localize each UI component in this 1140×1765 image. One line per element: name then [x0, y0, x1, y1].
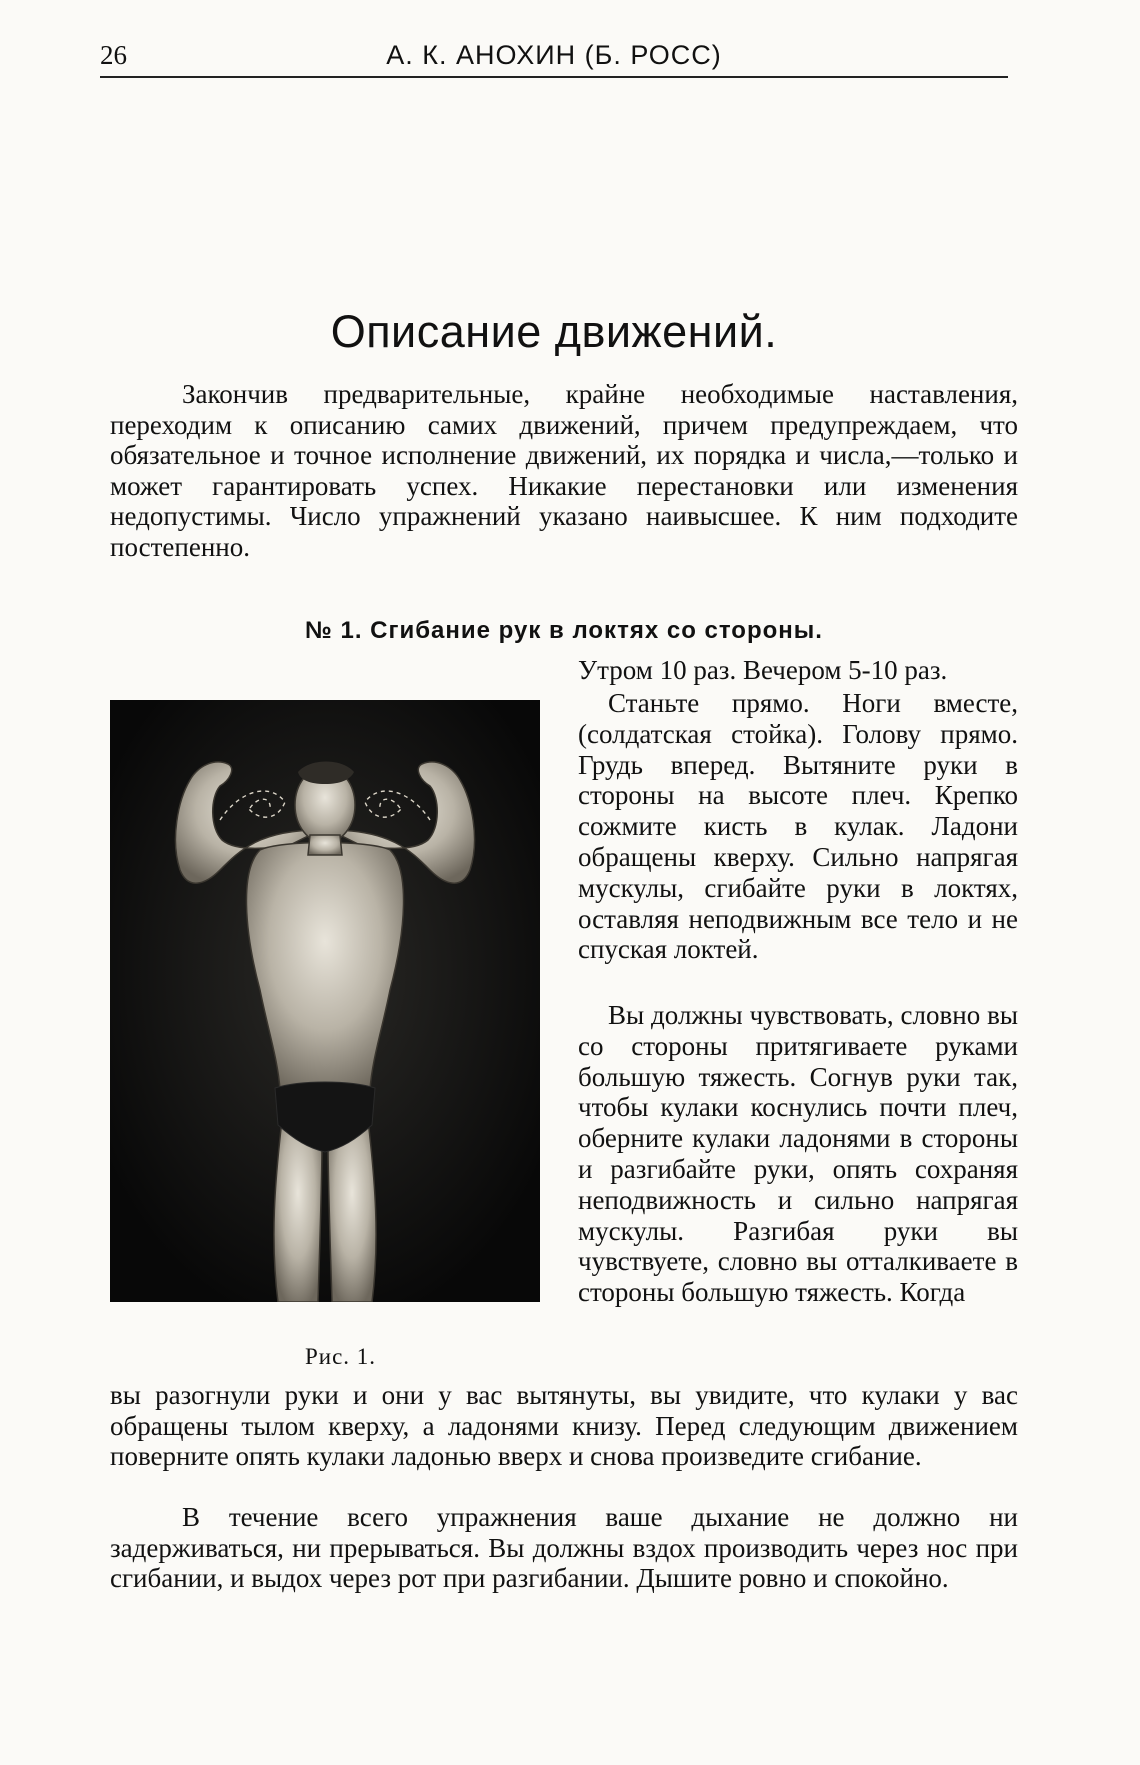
exercise-paragraph-3: вы разогнули руки и они у вас вытянуты, вы увидите, что кулаки у вас обращены тылом кверху, а ладонями книзу. Перед следующим движением поверните опять кулаки ладонью вверх и снова произведите сгибание.: [110, 1380, 1018, 1471]
exercise-photo: [110, 700, 540, 1302]
athlete-figure-illustration: [110, 700, 540, 1302]
page-header: [100, 40, 1008, 78]
exercise-schedule: Утром 10 раз. Вечером 5-10 раз.: [578, 655, 948, 685]
figure-caption: Рис. 1.: [305, 1344, 377, 1369]
section-title: Описание движений.: [330, 306, 778, 357]
exercise-paragraph-1: Станьте прямо. Ноги вместе, (солдатская стойка). Голову прямо. Грудь вперед. Вытяните руки в стороны на высоте плеч. Крепко сожмите кисть в кулак. Ладони обращены кверху. Сильно напрягая мускулы, сгибайте руки в локтях, оставляя неподвижным все тело и не спуская локтей.: [578, 688, 1018, 965]
exercise-paragraph-4: В течение всего упражнения ваше дыхание не должно ни задерживаться, ни прерываться. Вы должны вздох производить через нос при сгибании, и выдох через рот при разгибании. Дышите ровно и спокойно.: [110, 1502, 1018, 1593]
page-number: 26: [100, 40, 127, 70]
exercise-paragraph-2: Вы должны чувствовать, словно вы со стороны притягиваете руками большую тяжесть. Согнув руки так, чтобы кулаки коснулись почти плеч, оберните кулаки ладонями в стороны и разгибайте руки, опять сохраняя неподвижность и сильно напрягая мускулы. Разгибая руки вы чувствуете, словно вы отталкиваете в стороны большую тяжесть. Когда: [578, 1000, 1018, 1308]
running-head: А. К. АНОХИН (Б. РОСС): [386, 40, 722, 70]
intro-paragraph: Закончив предварительные, крайне необходимые наставления, переходим к описанию самих движений, причем предупреждаем, что обязательное и точное исполнение движений, их порядка и числа,—только и может гарантировать успех. Никакие перестановки или изменения недопустимы. Число упражнений указано наивысшее. К ним подходите постепенно.: [110, 379, 1018, 562]
exercise-heading: № 1. Сгибание рук в локтях со стороны.: [305, 617, 823, 644]
